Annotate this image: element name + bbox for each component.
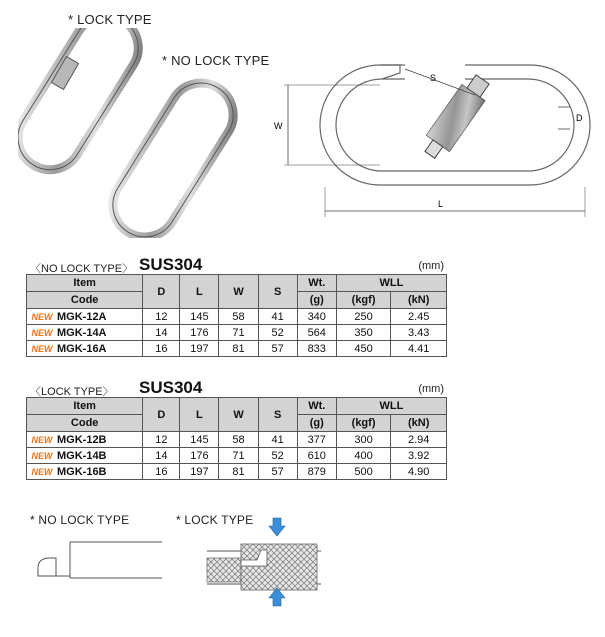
cell-kgf: 450 [336,341,391,357]
new-badge: NEW [31,466,53,477]
no-lock-gate-illustration [30,530,165,590]
lock-type-caption: * LOCK TYPE [68,12,152,27]
new-badge: NEW [31,311,53,322]
item-code: MGK-16B [57,465,107,478]
header-wll: WLL [336,275,446,292]
table-row [27,309,447,325]
item-code: MGK-16A [57,342,107,355]
table-no-lock-heading [26,257,446,275]
header-l: L [180,275,219,309]
cell-wt: 377 [297,432,336,448]
header-wll: WLL [336,398,446,415]
header-w: W [219,275,258,309]
cell-l: 176 [180,325,219,341]
lock-carabiner-image [18,28,150,182]
cell-l: 145 [180,309,219,325]
header-s: S [258,275,297,309]
table-row [27,325,447,341]
new-badge: NEW [31,343,53,354]
cell-w: 81 [219,341,258,357]
header-d: D [143,398,180,432]
cell-kgf: 350 [336,325,391,341]
cell-d: 12 [143,432,180,448]
no-lock-type-caption: * NO LOCK TYPE [162,53,270,68]
cell-s: 57 [258,464,297,480]
header-s: S [258,398,297,432]
table-lock-heading [26,380,446,398]
cell-wt: 879 [297,464,336,480]
cell-s: 41 [258,432,297,448]
cell-kgf: 250 [336,309,391,325]
unit-label: (mm) [418,383,444,395]
table-type-label: 〈NO LOCK TYPE〉 [30,263,134,275]
table-row [27,432,447,448]
cell-l: 197 [180,341,219,357]
cell-kn: 2.94 [391,432,447,448]
header-item: Item [27,275,143,292]
spec-table-lock [26,397,447,480]
dim-label-d: D [576,113,583,123]
unit-label: (mm) [418,260,444,272]
header-wt: Wt. [297,398,336,415]
cell-wt: 610 [297,448,336,464]
cell-kn: 3.92 [391,448,447,464]
no-lock-carabiner-image [101,71,245,238]
cell-w: 71 [219,325,258,341]
arrow-down-icon [269,518,285,536]
cell-kn: 3.43 [391,325,447,341]
cell-s: 41 [258,309,297,325]
cell-l: 197 [180,464,219,480]
dimension-diagram [270,55,595,225]
material-label: SUS304 [139,255,203,274]
header-d: D [143,275,180,309]
table-row [27,341,447,357]
spec-table-no-lock [26,274,447,357]
cell-d: 16 [143,464,180,480]
dim-label-w: W [274,121,283,131]
cell-w: 81 [219,464,258,480]
cell-wt: 564 [297,325,336,341]
bottom-no-lock-caption: * NO LOCK TYPE [30,513,130,527]
cell-kgf: 400 [336,448,391,464]
cell-kn: 2.45 [391,309,447,325]
table-row [27,448,447,464]
item-code: MGK-12A [57,310,107,323]
material-label: SUS304 [139,378,203,397]
header-code: Code [27,415,143,432]
table-row [27,464,447,480]
cell-d: 16 [143,341,180,357]
cell-d: 14 [143,448,180,464]
new-badge: NEW [31,434,53,445]
cell-wt: 340 [297,309,336,325]
table-type-label: 〈LOCK TYPE〉 [30,386,114,398]
cell-w: 58 [219,432,258,448]
lock-gate-illustration [205,514,325,614]
cell-s: 52 [258,325,297,341]
cell-w: 71 [219,448,258,464]
cell-s: 57 [258,341,297,357]
header-wt-unit: (g) [297,292,336,309]
product-photo [18,28,258,238]
item-code: MGK-12B [57,433,107,446]
cell-wt: 833 [297,341,336,357]
header-wt: Wt. [297,275,336,292]
item-code: MGK-14B [57,449,107,462]
cell-l: 145 [180,432,219,448]
cell-l: 176 [180,448,219,464]
header-wt-unit: (g) [297,415,336,432]
cell-kgf: 300 [336,432,391,448]
header-wll-kn: (kN) [391,292,447,309]
cell-w: 58 [219,309,258,325]
dim-label-l: L [438,199,444,209]
cell-d: 14 [143,325,180,341]
cell-s: 52 [258,448,297,464]
cell-d: 12 [143,309,180,325]
header-wll-kn: (kN) [391,415,447,432]
new-badge: NEW [31,450,53,461]
item-code: MGK-14A [57,326,107,339]
header-item: Item [27,398,143,415]
cell-kgf: 500 [336,464,391,480]
cell-kn: 4.90 [391,464,447,480]
header-code: Code [27,292,143,309]
arrow-up-icon [269,588,285,606]
new-badge: NEW [31,327,53,338]
header-wll-kgf: (kgf) [336,292,391,309]
cell-kn: 4.41 [391,341,447,357]
header-w: W [219,398,258,432]
header-l: L [180,398,219,432]
bottom-lock-caption: * LOCK TYPE [176,513,254,527]
dim-label-s: S [430,73,437,83]
header-wll-kgf: (kgf) [336,415,391,432]
